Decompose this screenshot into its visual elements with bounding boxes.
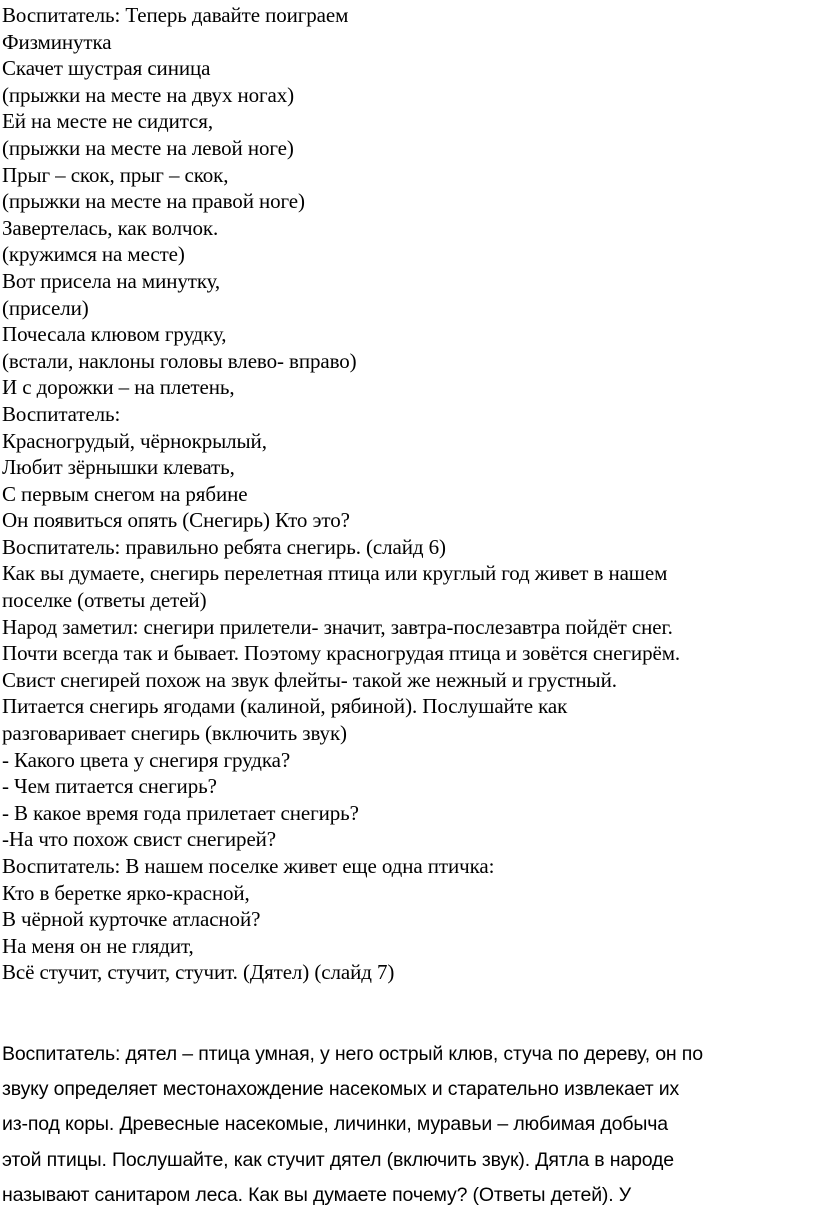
serif-text-block (2, 2, 814, 986)
text-line: Воспитатель: В нашем поселке живет еще одна птичка: (2, 854, 495, 878)
text-line: -На что похож свист снегирей? (2, 827, 277, 852)
text-line: (встали, наклоны головы влево- вправо) (2, 348, 357, 373)
text-line: Прыг – скок, прыг – скок, (2, 162, 229, 187)
text-line: (прыжки на месте на двух ногах) (2, 82, 295, 107)
text-line: Питается снегирь ягодами (калиной, рябиной). Послушайте как (2, 694, 568, 719)
text-line: этой птицы. Послушайте, как стучит дятел (включить звук). Дятла в народе (2, 1148, 674, 1171)
text-line: Воспитатель: дятел – птица умная, у него острый клюв, стуча по дереву, он по (2, 1043, 703, 1065)
text-line: звуку определяет местонахождение насекомых и старательно извлекает их (2, 1078, 680, 1101)
text-line: Воспитатель: Теперь давайте поиграем (2, 3, 349, 27)
text-line: - В какое время года прилетает снегирь? (2, 800, 359, 825)
text-line: (кружимся на месте) (2, 242, 185, 267)
text-line: Почти всегда так и бывает. Поэтому красногрудая птица и зовётся снегирём. (2, 641, 681, 666)
text-line: поселке (ответы детей) (2, 588, 207, 613)
text-line: Скачет шустрая синица (2, 56, 211, 81)
text-line: Он появиться опять (Снегирь) Кто это? (2, 508, 350, 533)
text-line: И с дорожки – на плетень, (2, 375, 235, 400)
text-line: (прыжки на месте на левой ноге) (2, 135, 294, 160)
text-line: - Чем питается снегирь? (2, 774, 217, 799)
text-line: (присели) (2, 295, 89, 320)
text-line: Свист снегирей похож на звук флейты- такой же нежный и грустный. (2, 667, 617, 692)
text-line: (прыжки на месте на правой ноге) (2, 189, 305, 214)
text-line: разговаривает снегирь (включить звук) (2, 721, 347, 746)
text-line: Завертелась, как волчок. (2, 215, 219, 240)
text-line: Почесала клювом грудку, (2, 322, 227, 347)
text-line: С первым снегом на рябине (2, 481, 248, 506)
text-line: Красногрудый, чёрнокрылый, (2, 428, 267, 453)
text-line: Воспитатель: правильно ребята снегирь. (слайд 6) (2, 534, 446, 559)
sans-text-block (2, 1037, 814, 1213)
text-line: Всё стучит, стучит, стучит. (Дятел) (слайд 7) (2, 960, 395, 985)
text-line: Вот присела на минутку, (2, 268, 221, 293)
text-line: называют санитаром леса. Как вы думаете почему? (Ответы детей). У (2, 1183, 632, 1206)
text-line: В чёрной курточке атласной? (2, 907, 261, 932)
text-line: На меня он не глядит, (2, 933, 194, 958)
text-line: Воспитатель: (2, 401, 121, 426)
text-line: из-под коры. Древесные насекомые, личинки, муравьи – любимая добыча (2, 1113, 668, 1136)
text-line: Как вы думаете, снегирь перелетная птица или круглый год живет в нашем (2, 561, 668, 586)
text-line: - Какого цвета у снегиря грудка? (2, 747, 291, 772)
text-line: Народ заметил: снегири прилетели- значит, завтра-послезавтра пойдёт снег. (2, 614, 673, 639)
text-line: Любит зёрнышки клевать, (2, 455, 235, 480)
text-line: Ей на месте не сидится, (2, 109, 213, 134)
text-line: Физминутка (2, 29, 112, 54)
text-line: Кто в беретке ярко-красной, (2, 880, 250, 905)
